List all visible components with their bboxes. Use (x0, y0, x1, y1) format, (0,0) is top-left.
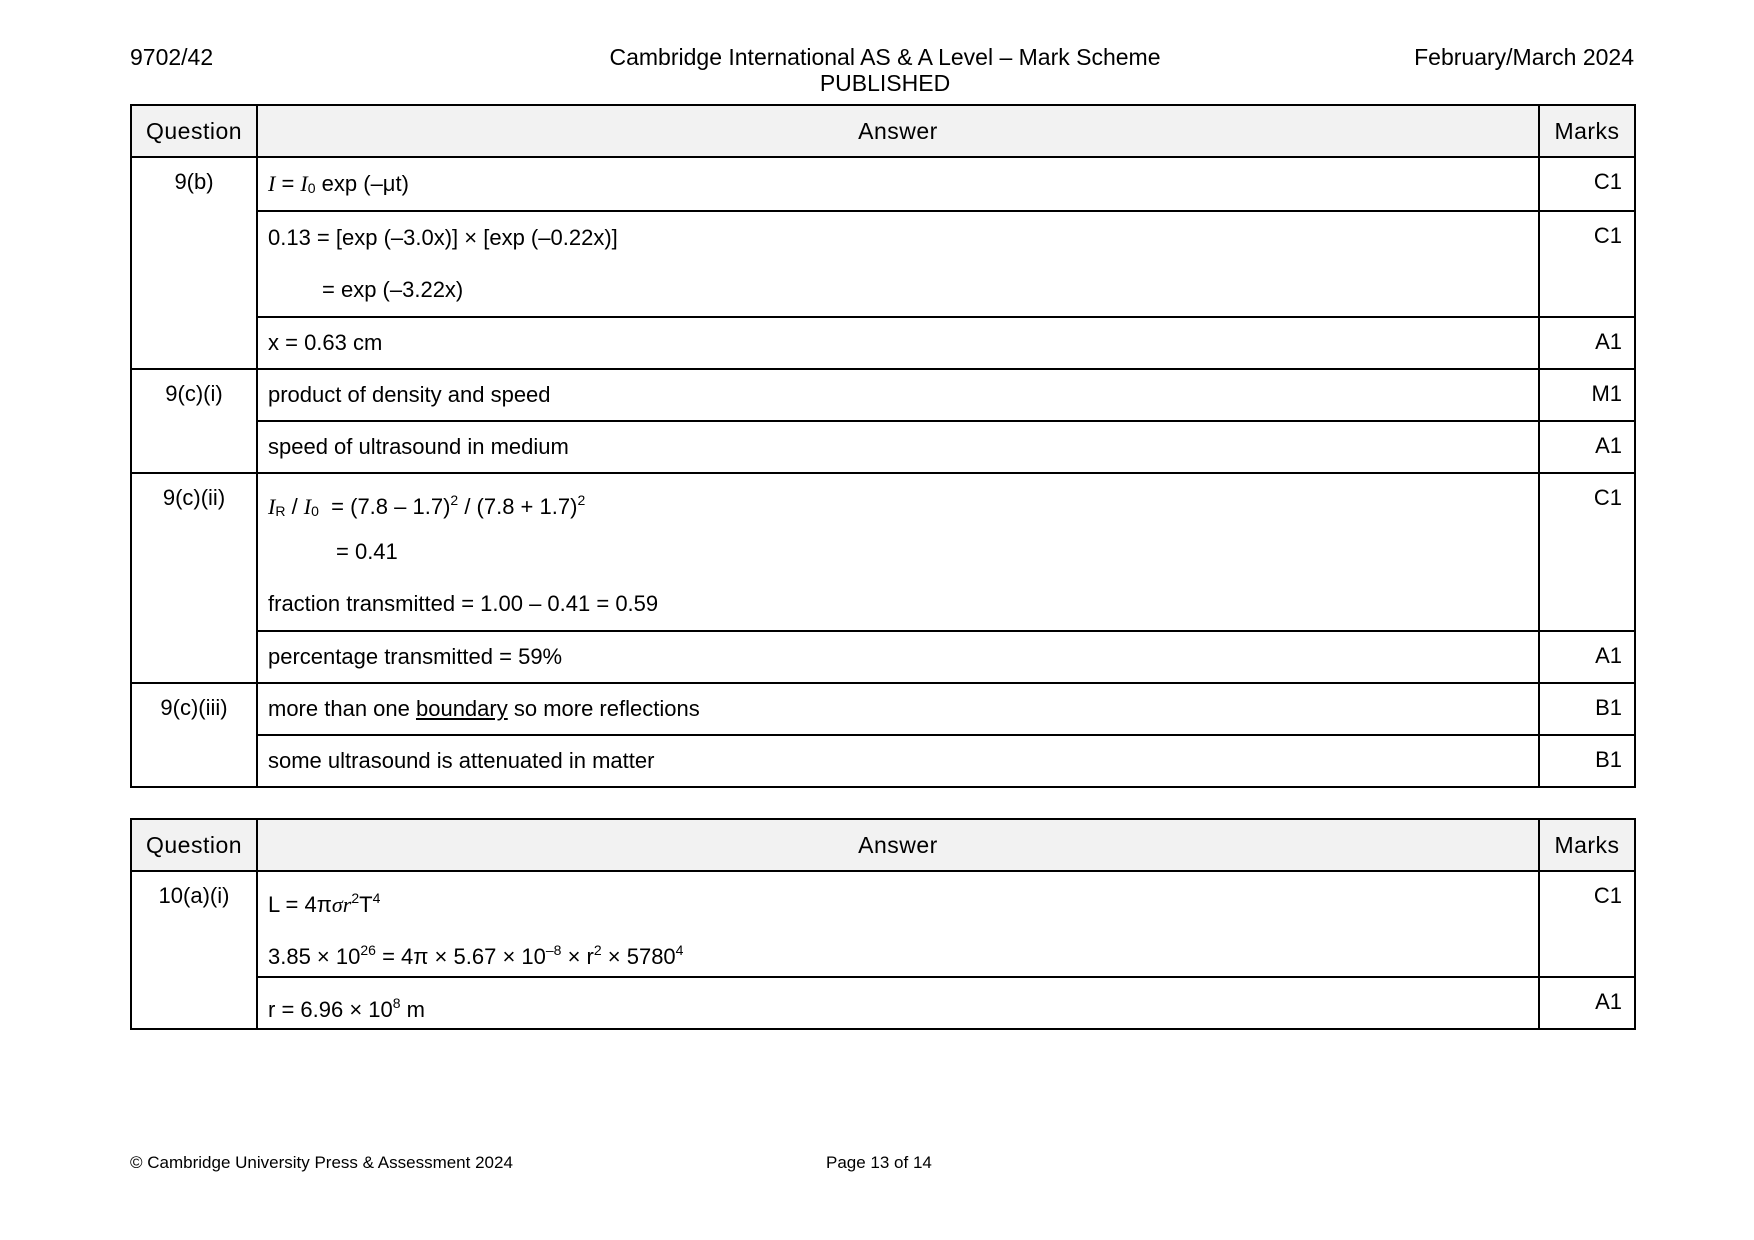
table-row (131, 473, 1635, 631)
mark-cell: M1 (1539, 369, 1635, 421)
underlined-keyword: boundary (415, 696, 508, 721)
table-row (131, 683, 1635, 735)
mark-cell: A1 (1539, 977, 1635, 1029)
answer-cell (257, 421, 1539, 473)
answer-line: product of density and speed (268, 382, 551, 407)
answer-line: percentage transmitted = 59% (268, 644, 563, 669)
answer-line: speed of ultrasound in medium (268, 434, 569, 459)
answer-line: I = I0 exp (–μt) (268, 171, 409, 196)
answer-cell (257, 473, 1539, 631)
answer-cell (257, 631, 1539, 683)
table-row (131, 977, 1635, 1029)
answer-cell (257, 369, 1539, 421)
answer-cell (257, 871, 1539, 977)
marks-header: Marks (1539, 105, 1635, 157)
answer-cell (257, 157, 1539, 211)
answer-line: some ultrasound is attenuated in matter (268, 748, 655, 773)
mark-cell: C1 (1539, 871, 1635, 977)
table-row (131, 317, 1635, 369)
mark-cell: A1 (1539, 631, 1635, 683)
question-label: 9(c)(ii) (131, 473, 257, 683)
question-header: Question (131, 819, 257, 871)
question-label: 9(c)(i) (131, 369, 257, 473)
answer-header: Answer (257, 105, 1539, 157)
paper-code: 9702/42 (130, 44, 214, 70)
table-row (131, 421, 1635, 473)
answer-cell (257, 683, 1539, 735)
table-row (131, 369, 1635, 421)
exam-session: February/March 2024 (1414, 44, 1634, 70)
answer-line: $3.85 \times 10^{26} = 4\pi \times 5.67 \times 10^{-8} \times r^2 \times 5780^4$ (268, 942, 684, 969)
page-number: Page 13 of 14 (826, 1153, 932, 1172)
answer-line: x = 0.63 cm (268, 330, 383, 355)
answer-line: = 0.41 (336, 539, 398, 564)
answer-header: Answer (257, 819, 1539, 871)
table-header-row (131, 819, 1635, 871)
table-header-row (131, 105, 1635, 157)
answer-line: = exp (–3.22x) (322, 277, 464, 302)
question-header: Question (131, 105, 257, 157)
question-label: 9(c)(iii) (131, 683, 257, 787)
mark-cell: C1 (1539, 157, 1635, 211)
answer-cell (257, 735, 1539, 787)
mark-scheme-table-1 (130, 104, 1636, 788)
mark-cell: A1 (1539, 421, 1635, 473)
mark-scheme-table-2 (130, 818, 1636, 1030)
answer-line: $r = 6.96 \times 10^8$ m (268, 995, 426, 1022)
table-row (131, 211, 1635, 317)
mark-cell: B1 (1539, 683, 1635, 735)
mark-cell: C1 (1539, 473, 1635, 631)
question-label: 9(b) (131, 157, 257, 369)
table-row (131, 735, 1635, 787)
answer-cell (257, 977, 1539, 1029)
mark-cell: A1 (1539, 317, 1635, 369)
answer-cell (257, 211, 1539, 317)
answer-line: more than one boundary so more reflections (268, 696, 700, 721)
answer-line: IR / $I0 = (7.8 - 1.7)^2 / (7.8 + 1.7)^2$ (268, 492, 586, 519)
answer-line: $L = 4\pi\sigma r^2T^4$ (268, 890, 381, 917)
status-line: PUBLISHED (819, 70, 951, 96)
table-row (131, 871, 1635, 977)
answer-line: 0.13 = [exp (–3.0x)] × [exp (–0.22x)] (268, 225, 618, 250)
table-row (131, 631, 1635, 683)
copyright-notice: © Cambridge University Press & Assessment 2024 (130, 1153, 513, 1172)
marks-header: Marks (1539, 819, 1635, 871)
answer-line: fraction transmitted = 1.00 – 0.41 = 0.59 (268, 591, 659, 616)
question-label: 10(a)(i) (131, 871, 257, 1029)
table-row (131, 157, 1635, 211)
mark-cell: B1 (1539, 735, 1635, 787)
answer-cell (257, 317, 1539, 369)
mark-cell: C1 (1539, 211, 1635, 317)
title-line: Cambridge International AS & A Level – Mark Scheme (609, 44, 1161, 70)
